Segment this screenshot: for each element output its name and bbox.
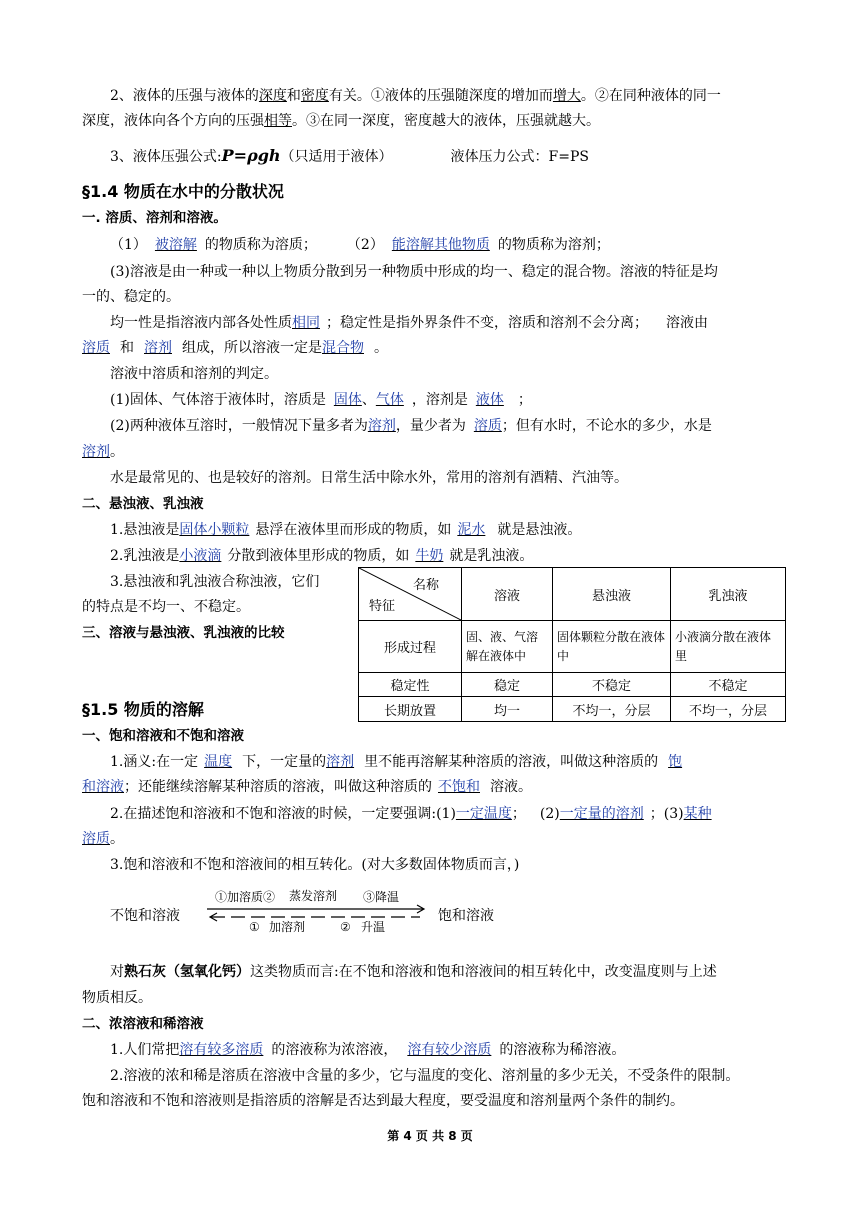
- paragraph-conditions: 2.在描述饱和溶液和不饱和溶液的时候，一定要强调:(1)一定温度； (2)一定量的溶剂 ；(3)某种: [110, 806, 712, 822]
- paragraph-pressure-factors: 2、液体的压强与液体的深度和密度有关。①液体的压强随深度的增加而增大。②在同种液体的同一: [110, 88, 721, 104]
- paragraph-saturated-def-cont: 和溶液；还能继续溶解某种溶质的溶液，叫做这种溶质的 不饱和 溶液。: [82, 779, 532, 795]
- table-cell: 均一: [462, 697, 553, 722]
- corner-label-name: 名称: [412, 578, 439, 593]
- paragraph-judgement-2: (2)两种液体互溶时，一般情况下量多者为溶剂，量少者为 溶质；但有水时，不论水的多少，水是: [110, 418, 712, 434]
- paragraph-uniformity-cont: 溶质 和 溶剂 组成，所以溶液一定是混合物 。: [82, 340, 388, 356]
- conversion-bottom-4: 升温: [361, 920, 386, 934]
- section-title-1-5: §1.5 物质的溶解: [82, 700, 204, 719]
- paragraph-judgement-2-cont: 溶剂。: [82, 444, 124, 460]
- conversion-bottom-1: ①: [249, 920, 260, 934]
- table-header: 悬浊液: [553, 568, 671, 621]
- paragraph-solution-def-cont: 一的、稳定的。: [82, 289, 180, 305]
- table-cell: 固体颗粒分散在液体中: [553, 621, 671, 673]
- table-corner-cell: [359, 568, 462, 621]
- table-row-label: 形成过程: [359, 621, 462, 673]
- paragraph-judgement: 溶液中溶质和溶剂的判定。: [110, 366, 278, 382]
- paragraph-turbid: 3.悬浊液和乳浊液合称浊液，它们: [110, 574, 320, 590]
- paragraph-emulsion: 2.乳浊液是小液滴 分散到液体里形成的物质，如 牛奶 就是乳浊液。: [110, 548, 534, 564]
- paragraph-conversion: 3.饱和溶液和不饱和溶液间的相互转化。(对大多数固体物质而言，): [110, 857, 520, 873]
- conversion-top-3: ③降温: [363, 890, 400, 904]
- table-cell: 稳定: [462, 673, 553, 697]
- paragraph-concentration-note: 2.溶液的浓和稀是溶质在溶液中含量的多少，它与温度的变化、溶剂量的多少无关，不受条件的限制。: [110, 1068, 740, 1084]
- conversion-top-2: 蒸发溶剂: [289, 889, 338, 903]
- heading-comparison: 三、溶液与悬浊液、乳浊液的比较: [82, 625, 285, 641]
- paragraph-solution-def: (3)溶液是由一种或一种以上物质分散到另一种物质中形成的均一、稳定的混合物。溶液的特征是均: [110, 264, 718, 280]
- table-row-label: 长期放置: [359, 697, 462, 722]
- paragraph-slaked-lime-cont: 物质相反。: [82, 990, 152, 1006]
- paragraph-judgement-1: (1)固体、气体溶于液体时，溶质是 固体、气体 ，溶剂是 液体 ；: [110, 392, 532, 408]
- paragraph-solute-def: （1） 被溶解 的物质称为溶质； （2） 能溶解其他物质 的物质称为溶剂；: [110, 237, 610, 253]
- conversion-bottom-3: ②: [340, 920, 351, 934]
- paragraph-slaked-lime: 对熟石灰（氢氧化钙）这类物质而言:在不饱和溶液和饱和溶液间的相互转化中，改变温度则与上述: [110, 964, 717, 980]
- paragraph-suspension: 1.悬浊液是固体小颗粒 悬浮在液体里而形成的物质，如 泥水 就是悬浊液。: [110, 522, 582, 538]
- table-header: 溶液: [462, 568, 553, 621]
- pressure-formula-line: 3、液体压强公式:P=ρgh（只适用于液体） 液体压力公式：F=PS: [110, 146, 589, 165]
- conversion-left-label: 不饱和溶液: [110, 908, 180, 924]
- table-cell: 不均一，分层: [553, 697, 671, 722]
- heading-solute-solvent: 一. 溶质、溶剂和溶液。: [82, 210, 227, 226]
- table-cell: 小液滴分散在液体里: [671, 621, 786, 673]
- paragraph-pressure-factors-cont: 深度，液体向各个方向的压强相等。③在同一深度，密度越大的液体，压强就越大。: [82, 113, 600, 129]
- conversion-diagram: [205, 888, 430, 936]
- paragraph-water-solvent: 水是最常见的、也是较好的溶剂。日常生活中除水外，常用的溶剂有酒精、汽油等。: [110, 470, 628, 486]
- paragraph-concentration-note-cont: 饱和溶液和不饱和溶液则是指溶质的溶解是否达到最大程度，要受温度和溶剂量两个条件的制约。: [82, 1093, 684, 1109]
- table-cell: 固、液、气溶解在液体中: [462, 621, 553, 673]
- page-footer: 第 4 页 共 8 页: [387, 1129, 473, 1143]
- table-row-label: 稳定性: [359, 673, 462, 697]
- paragraph-saturated-def: 1.涵义:在一定 温度 下，一定量的溶剂 里不能再溶解某种溶质的溶液，叫做这种溶质的 饱: [110, 754, 683, 770]
- pressure-formula: P=ρgh: [221, 146, 281, 165]
- heading-concentrated: 二、浓溶液和稀溶液: [82, 1016, 204, 1032]
- table-cell: 不稳定: [671, 673, 786, 697]
- conversion-bottom-2: 加溶剂: [269, 920, 306, 934]
- paragraph-uniformity: 均一性是指溶液内部各处性质相同 ；稳定性是指外界条件不变，溶质和溶剂不会分离； 溶液由: [110, 315, 708, 331]
- comparison-table: [358, 567, 786, 722]
- corner-label-feature: 特征: [369, 599, 396, 614]
- conversion-right-label: 饱和溶液: [438, 908, 494, 924]
- table-cell: 不均一，分层: [671, 697, 786, 722]
- heading-saturated: 一、饱和溶液和不饱和溶液: [82, 728, 244, 744]
- paragraph-concentrated: 1.人们常把溶有较多溶质 的溶液称为浓溶液， 溶有较少溶质 的溶液称为稀溶液。: [110, 1042, 626, 1058]
- table-cell: 不稳定: [553, 673, 671, 697]
- conversion-top-1: ①加溶质②: [215, 890, 276, 904]
- section-title-1-4: §1.4 物质在水中的分散状况: [82, 182, 284, 201]
- paragraph-turbid-cont: 的特点是不均一、不稳定。: [82, 599, 250, 615]
- heading-suspension: 二、悬浊液、乳浊液: [82, 496, 204, 512]
- paragraph-conditions-cont: 溶质。: [82, 831, 124, 847]
- table-header: 乳浊液: [671, 568, 786, 621]
